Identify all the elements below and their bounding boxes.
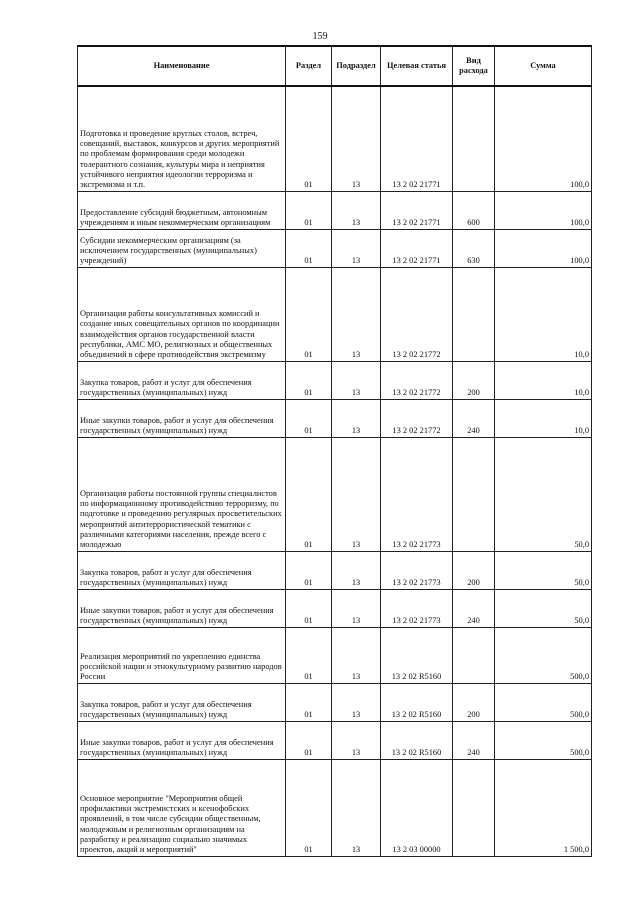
cell-sum: 50,0 [495,551,592,589]
table-row [78,627,592,683]
cell-target: 13 2 02 21772 [381,361,453,399]
page-number: 159 [312,31,328,42]
cell-subsection: 13 [332,86,381,191]
cell-name: Закупка товаров, работ и услуг для обеспечения государственных (муниципальных) нужд [78,683,286,721]
cell-section: 01 [286,267,332,361]
cell-name: Закупка товаров, работ и услуг для обеспечения государственных (муниципальных) нужд [78,551,286,589]
table-row [78,683,592,721]
cell-expense-type: 240 [453,721,495,759]
cell-section: 01 [286,399,332,437]
header-subsection: Подраздел [332,46,381,86]
cell-subsection: 13 [332,399,381,437]
cell-sum: 50,0 [495,437,592,551]
cell-sum: 500,0 [495,721,592,759]
cell-sum: 10,0 [495,267,592,361]
cell-subsection: 13 [332,361,381,399]
cell-name: Закупка товаров, работ и услуг для обеспечения государственных (муниципальных) нужд [78,361,286,399]
table-row [78,191,592,229]
cell-target: 13 2 02 21771 [381,229,453,267]
cell-subsection: 13 [332,191,381,229]
cell-subsection: 13 [332,551,381,589]
cell-expense-type [453,627,495,683]
cell-section: 01 [286,361,332,399]
table-header-row [78,46,592,86]
cell-sum: 10,0 [495,399,592,437]
cell-expense-type [453,86,495,191]
table-row [78,229,592,267]
cell-subsection: 13 [332,437,381,551]
cell-target: 13 2 02 21772 [381,399,453,437]
cell-name: Иные закупки товаров, работ и услуг для обеспечения государственных (муниципальных) нужд [78,589,286,627]
cell-target: 13 2 02 R5160 [381,721,453,759]
cell-sum: 500,0 [495,683,592,721]
header-expense-type: Вид расхода [453,46,495,86]
cell-target: 13 2 02 21771 [381,86,453,191]
cell-name: Основное мероприятие "Мероприятия общей профилактики экстремистских и ксенофобских проявлений, в том числе субсидии общественным, молодежным и религиозным организациям на разработку и реализацию социально значимых проектов, акций и мероприятий" [78,759,286,856]
cell-name: Реализация мероприятий по укреплению единства российской нации и этнокультурному развитию народов России [78,627,286,683]
cell-name: Организация работы постоянной группы специалистов по информационному противодействию терроризму, по подготовке и проведению регулярных просветительских мероприятий антитеррористической тематики с различными категориями населения, прежде всего с молодежью [78,437,286,551]
cell-expense-type: 240 [453,589,495,627]
table-row [78,437,592,551]
budget-table [77,45,592,857]
cell-sum: 100,0 [495,191,592,229]
cell-sum: 1 500,0 [495,759,592,856]
cell-target: 13 2 02 21771 [381,191,453,229]
table-row [78,589,592,627]
cell-expense-type [453,267,495,361]
cell-target: 13 2 02 R5160 [381,683,453,721]
cell-sum: 100,0 [495,229,592,267]
cell-section: 01 [286,721,332,759]
cell-subsection: 13 [332,759,381,856]
cell-section: 01 [286,551,332,589]
cell-target: 13 2 02 21772 [381,267,453,361]
cell-subsection: 13 [332,229,381,267]
cell-section: 01 [286,627,332,683]
cell-section: 01 [286,229,332,267]
table-row [78,399,592,437]
cell-name: Подготовка и проведение круглых столов, встреч, совещаний, выставок, конкурсов и других мероприятий по проблемам формирования среди молодежи толерантного сознания, культуры мира и неприятия устойчивого неприятия идеологии терроризма и экстремизма и т.п. [78,86,286,191]
cell-sum: 10,0 [495,361,592,399]
cell-sum: 100,0 [495,86,592,191]
cell-name: Организация работы консультативных комиссий и создание иных совещательных органов по координации взаимодействия органов государственной власти республики, АМС МО, религиозных и общественных объединений в сфере противодействия экстремизму [78,267,286,361]
cell-target: 13 2 02 21773 [381,551,453,589]
cell-expense-type: 200 [453,551,495,589]
cell-name: Предоставление субсидий бюджетным, автономным учреждениям и иным некоммерческим организациям [78,191,286,229]
cell-expense-type [453,437,495,551]
cell-section: 01 [286,589,332,627]
cell-sum: 50,0 [495,589,592,627]
cell-subsection: 13 [332,721,381,759]
cell-name: Иные закупки товаров, работ и услуг для обеспечения государственных (муниципальных) нужд [78,399,286,437]
cell-expense-type [453,759,495,856]
cell-subsection: 13 [332,627,381,683]
cell-expense-type: 630 [453,229,495,267]
cell-section: 01 [286,759,332,856]
cell-target: 13 2 03 00000 [381,759,453,856]
cell-subsection: 13 [332,683,381,721]
cell-expense-type: 600 [453,191,495,229]
cell-expense-type: 240 [453,399,495,437]
cell-expense-type: 200 [453,361,495,399]
header-target: Целевая статья [381,46,453,86]
table-row [78,759,592,856]
table-row [78,551,592,589]
header-name: Наименование [78,46,286,86]
table-row [78,721,592,759]
table-row [78,267,592,361]
cell-section: 01 [286,86,332,191]
header-section: Раздел [286,46,332,86]
cell-section: 01 [286,683,332,721]
cell-target: 13 2 02 21773 [381,589,453,627]
table-row [78,361,592,399]
cell-name: Субсидии некоммерческим организациям (за исключением государственных (муниципальных) учреждений) [78,229,286,267]
cell-section: 01 [286,191,332,229]
cell-sum: 500,0 [495,627,592,683]
cell-target: 13 2 02 R5160 [381,627,453,683]
header-sum: Сумма [495,46,592,86]
table-row [78,86,592,191]
cell-target: 13 2 02 21773 [381,437,453,551]
cell-subsection: 13 [332,589,381,627]
cell-expense-type: 200 [453,683,495,721]
cell-subsection: 13 [332,267,381,361]
cell-section: 01 [286,437,332,551]
cell-name: Иные закупки товаров, работ и услуг для обеспечения государственных (муниципальных) нужд [78,721,286,759]
